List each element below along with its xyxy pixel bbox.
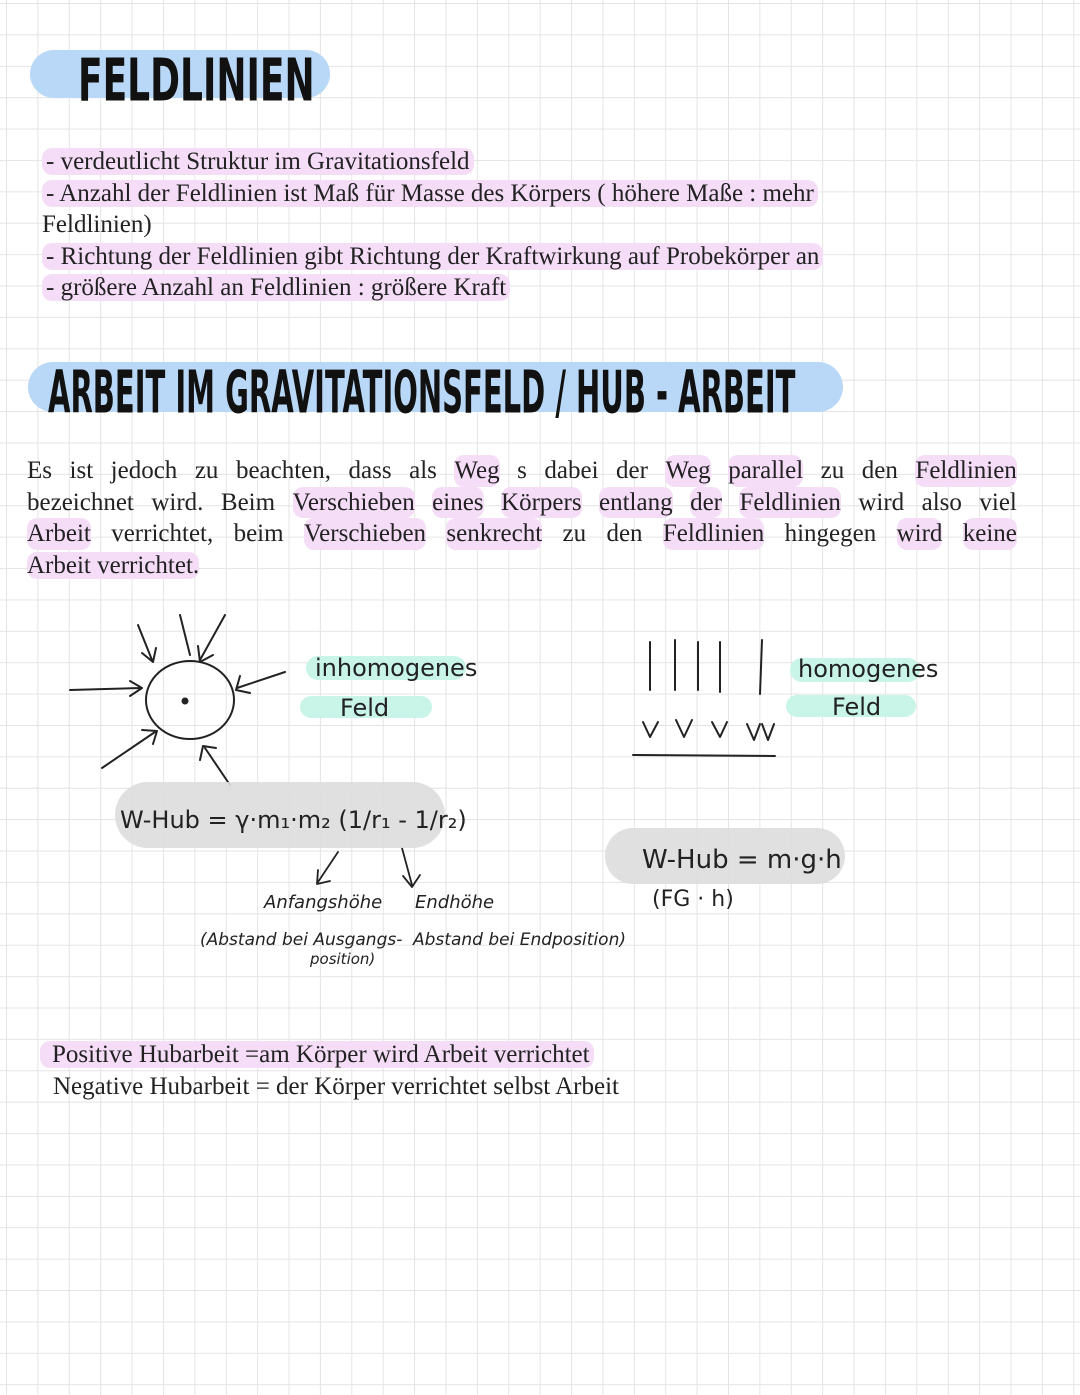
paragraph-line: Arbeit verrichtet, beim Verschieben senkrecht zu den Feldlinien hingegen wird keine — [27, 518, 1017, 550]
ground-line — [633, 755, 775, 756]
anfangshoehe-label: Anfangshöhe — [264, 892, 383, 913]
mass-circle — [146, 661, 234, 739]
mass-center-dot — [183, 699, 188, 704]
formula-inhomogen: W-Hub = γ·m₁·m₂ (1/r₁ - 1/r₂) — [120, 806, 467, 834]
section-title-feldlinien: FELDLINIEN — [78, 46, 315, 115]
field-arrow-top-left — [138, 625, 156, 662]
formula-homogen-note: (FG · h) — [652, 887, 734, 912]
list-item: - Anzahl der Feldlinien ist Maß für Masse des Körpers ( höhere Maße : mehr — [42, 178, 823, 210]
paragraph-line: Es ist jedoch zu beachten, dass als Weg s dabei der Weg parallel zu den Feldlinien — [27, 455, 1017, 487]
summary-negative: Negative Hubarbeit = der Körper verrichtet selbst Arbeit — [53, 1072, 619, 1100]
homogen-label: homogenes — [798, 655, 939, 683]
homogeneous-field-drawing — [633, 640, 775, 756]
field-arrow-bottom-left — [102, 730, 157, 768]
field-arrow-left — [70, 681, 142, 696]
formula-homogen: W-Hub = m·g·h — [642, 845, 842, 875]
list-item: - verdeutlicht Struktur im Gravitationsfeld — [42, 146, 823, 178]
paragraph-line: Arbeit verrichtet. — [27, 551, 200, 579]
inhomogen-label: inhomogenes — [315, 654, 478, 682]
anfang-note-2: position) — [310, 950, 376, 968]
inhomogeneous-field-drawing — [70, 615, 285, 785]
field-arrow-top-right — [198, 615, 225, 662]
list-item: - Richtung der Feldlinien gibt Richtung der Kraftwirkung auf Probekörper an — [42, 241, 823, 273]
list-item: Feldlinien) — [42, 211, 152, 239]
section-title-arbeit: ARBEIT IM GRAVITATIONSFELD / HUB - ARBEIT — [48, 358, 796, 427]
field-arrow-right — [236, 672, 285, 693]
homogen-label-feld: Feld — [832, 693, 882, 721]
hubarbeit-summary — [40, 1039, 619, 1102]
end-note: Abstand bei Endposition) — [413, 930, 626, 950]
summary-positive: Positive Hubarbeit =am Körper wird Arbeit verrichtet — [40, 1039, 619, 1071]
anfang-note: (Abstand bei Ausgangs- — [200, 930, 403, 950]
inhomogen-label-feld: Feld — [340, 694, 390, 722]
endhoehe-label: Endhöhe — [415, 892, 495, 913]
annotation-arrows — [317, 848, 420, 887]
paragraph-line: bezeichnet wird. Beim Verschieben eines Körpers entlang der Feldlinien wird also viel — [27, 487, 1017, 519]
field-line-top — [180, 615, 190, 655]
field-arrow-bottom-right — [200, 746, 230, 785]
list-item: - größere Anzahl an Feldlinien : größere Kraft — [42, 272, 823, 304]
